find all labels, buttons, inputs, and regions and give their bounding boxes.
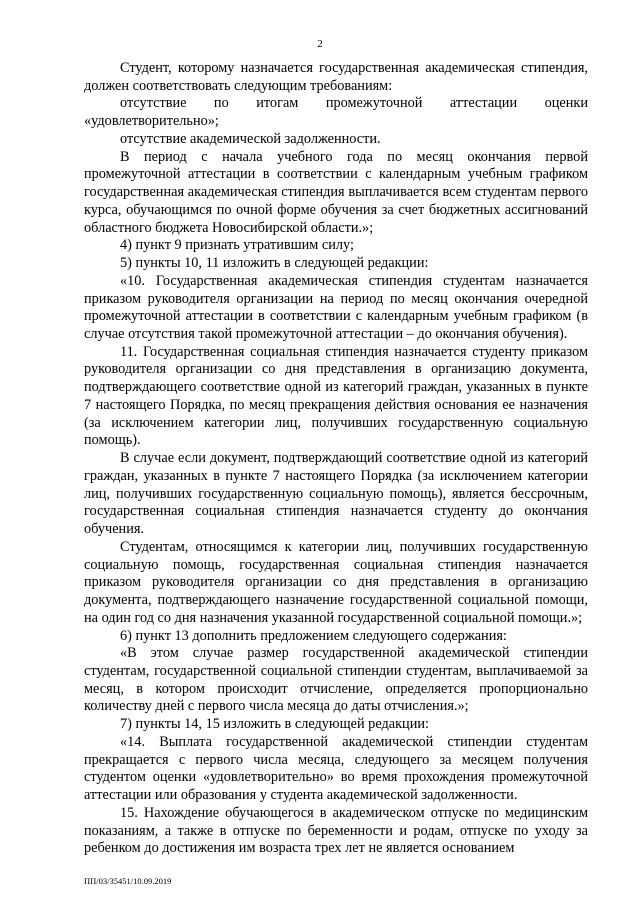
paragraph: «14. Выплата государственной академической стипендии студентам прекращается с первого числа месяца, следующего за месяцем получения студентом оценки «удовлетворительно» во время прохождения промежуточной аттестации или образования у студента академической задолженности. (84, 733, 588, 804)
paragraph: 5) пункты 10, 11 изложить в следующей редакции: (120, 255, 429, 272)
paragraph: Студент, которому назначается государственная академическая стипендия, должен соответствовать следующим требованиям: (84, 60, 588, 94)
paragraph: отсутствие академической задолженности. (120, 130, 381, 147)
paragraph: 6) пункт 13 дополнить предложением следующего содержания: (120, 627, 507, 644)
document-footer-code: ПП/03/35451/10.09.2019 (84, 876, 172, 886)
paragraph: 11. Государственная социальная стипендия назначается студенту приказом руководителя организации со дня представления в организацию документа, подтверждающего соответствие одной из категорий граждан, указанных в пункте 7 настоящего Порядка, по месяц прекращения действия основания ее назначения (за исключением категории лиц, получивших государственную социальную помощь). (84, 343, 588, 449)
paragraph: «В этом случае размер государственной академической стипендии студентам, государственной социальной стипендии студентам, выплачиваемой за месяц, в котором происходит отчисление, определяется пропорционально количеству дней с первого числа месяца до даты отчисления.»; (84, 645, 588, 715)
page-number: 2 (317, 38, 323, 50)
paragraph: 7) пункты 14, 15 изложить в следующей редакции: (120, 716, 429, 733)
document-body (84, 60, 588, 858)
paragraph: Студентам, относящимся к категории лиц, получивших государственную социальную помощь, государственная социальная стипендия назначается приказом руководителя организации со дня представления в организацию документа, подтверждающего назначение государственной социальной помощи, на один год со дня назначения указанной государственной социальной помощи.»; (84, 538, 588, 626)
paragraph: 4) пункт 9 признать утратившим силу; (120, 237, 354, 254)
paragraph: 15. Нахождение обучающегося в академическом отпуске по медицинским показаниям, а также в отпуске по беременности и родам, отпуске по уходу за ребенком до достижения им возраста трех лет не является основанием (84, 804, 588, 857)
paragraph: В случае если документ, подтверждающий соответствие одной из категорий граждан, указанных в пункте 7 настоящего Порядка (за исключением категории лиц, получивших государственную социальную помощь), является бессрочным, государственная социальная стипендия назначается студенту до окончания обучения. (84, 450, 588, 538)
paragraph: В период с начала учебного года по месяц окончания первой промежуточной аттестации в соответствии с календарным учебным графиком государственная академическая стипендия выплачивается всем студентам первого курса, обучающимся по очной форме обучения за счет бюджетных ассигнований областного бюджета Новосибирской области.»; (84, 148, 588, 236)
paragraph: «10. Государственная академическая стипендия студентам назначается приказом руководителя организации на период по месяц окончания очередной промежуточной аттестации в соответствии с календарным учебным графиком (в случае отсутствия такой промежуточной аттестации – до окончания обучения). (84, 272, 588, 343)
paragraph: отсутствие по итогам промежуточной аттестации оценки «удовлетворительно»; (84, 95, 588, 130)
